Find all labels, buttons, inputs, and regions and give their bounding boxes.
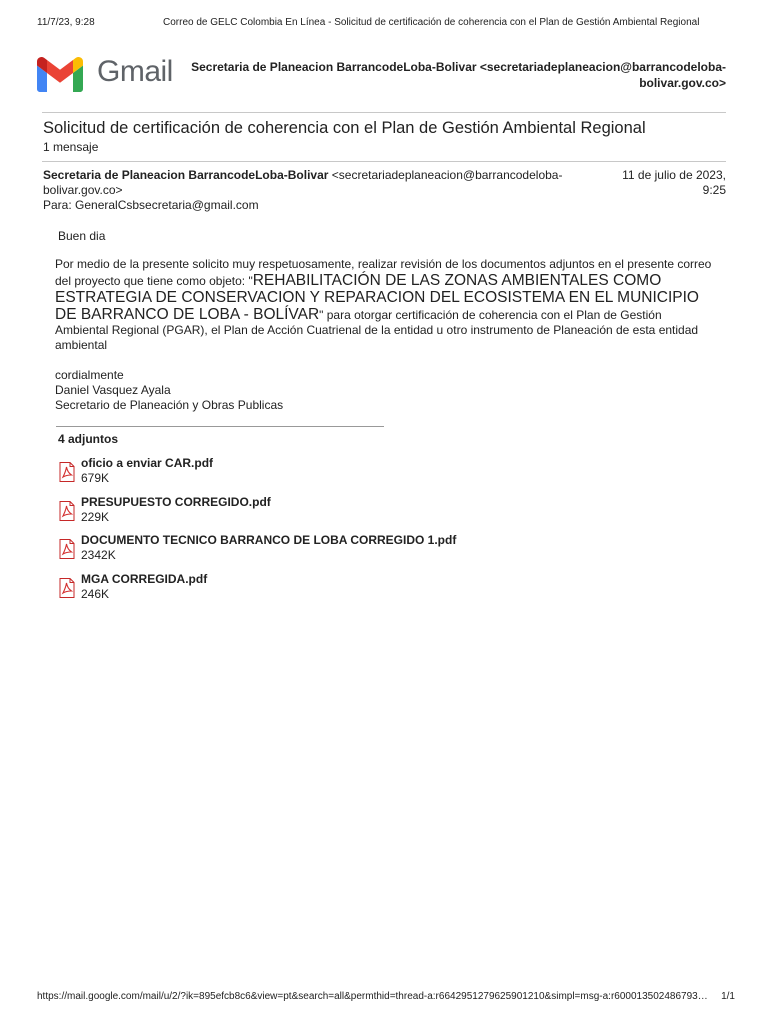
sender-email-cont: bolivar.gov.co> [43,183,123,197]
gmail-header [37,51,726,107]
recipient-line: Para: GeneralCsbsecretaria@gmail.com [43,198,259,212]
account-line-1: Secretaria de Planeacion BarrancodeLoba-Bolivar <secretariadeplaneacion@barrancodeloba- [191,60,726,74]
attachment-size: 2342K [81,548,116,562]
divider [42,161,726,162]
account-info [166,59,726,91]
greeting: Buen dia [58,229,106,243]
gmail-wordmark: Gmail [97,55,173,88]
sender-name: Secretaria de Planeacion BarrancodeLoba-Bolivar [43,168,329,182]
attachment-item[interactable] [58,572,658,611]
attachment-item[interactable] [58,495,658,534]
attachment-size: 246K [81,586,110,601]
divider [42,112,726,113]
attachment-list [58,456,658,610]
signature [55,368,715,413]
project-name: REHABILITACIÓN DE LAS ZONAS AMBIENTALES COMO ESTRATEGIA DE CONSERVACION Y REPARACION DEL ECOSISTEMA EN EL MUNICIPIO DE BARRANCO DE LOBA - BOLÍVAR [55,272,699,323]
attachments-divider [56,426,384,427]
message-date-day: 11 de julio de 2023, [622,168,726,182]
print-url: https://mail.google.com/mail/u/2/?ik=895efcb8c6&view=pt&search=all&permthid=thread-a:r6642951279625901210&simpl=msg-a:r600013502486793… [37,991,708,1002]
message-date-time: 9:25 [702,183,726,197]
closing: cordialmente [55,368,124,382]
pdf-file-icon [58,462,76,482]
print-date: 11/7/23, 9:28 [37,17,95,28]
pdf-file-icon [58,578,76,598]
message-date [586,168,726,198]
print-title: Correo de GELC Colombia En Línea - Solicitud de certificación de coherencia con el Plan de Gestión Ambiental Regional [163,17,700,28]
signer-name: Daniel Vasquez Ayala [55,383,171,397]
message-count: 1 mensaje [43,140,99,154]
sender-email: <secretariadeplaneacion@barrancodeloba- [331,168,563,182]
signer-title: Secretario de Planeación y Obras Publicas [55,398,284,412]
pdf-file-icon [58,539,76,559]
message-paragraph [55,257,715,353]
attachment-item[interactable] [58,533,658,572]
pdf-file-icon [58,501,76,521]
gmail-logo-icon [37,52,83,96]
attachment-name[interactable]: oficio a enviar CAR.pdf [81,456,214,470]
sender-info [43,168,603,198]
attachment-size: 229K [81,509,110,524]
paragraph-intro: Por medio de la presente solicito muy respetuosamente, realizar revisión de los documentos adjuntos en el presente correo del proyecto que tiene como objeto: " [55,257,712,288]
paragraph-end: " para otorgar certificación de coherencia con el Plan de Gestión Ambiental Regional (PGAR), el Plan de Acción Cuatrienal de la entidad u otro instrumento de Planeación de esta entidad ambiental [55,308,699,352]
attachment-item[interactable] [58,456,658,495]
thread-subject: Solicitud de certificación de coherencia con el Plan de Gestión Ambiental Regional [43,119,646,137]
attachment-size: 679K [81,471,110,485]
page-number: 1/1 [721,991,735,1002]
attachment-name[interactable]: MGA CORREGIDA.pdf [81,571,208,586]
attachments-heading: 4 adjuntos [58,432,119,446]
attachment-name[interactable]: DOCUMENTO TECNICO BARRANCO DE LOBA CORREGIDO 1.pdf [81,533,457,547]
account-line-2: bolivar.gov.co> [639,76,726,90]
attachment-name[interactable]: PRESUPUESTO CORREGIDO.pdf [81,494,271,509]
